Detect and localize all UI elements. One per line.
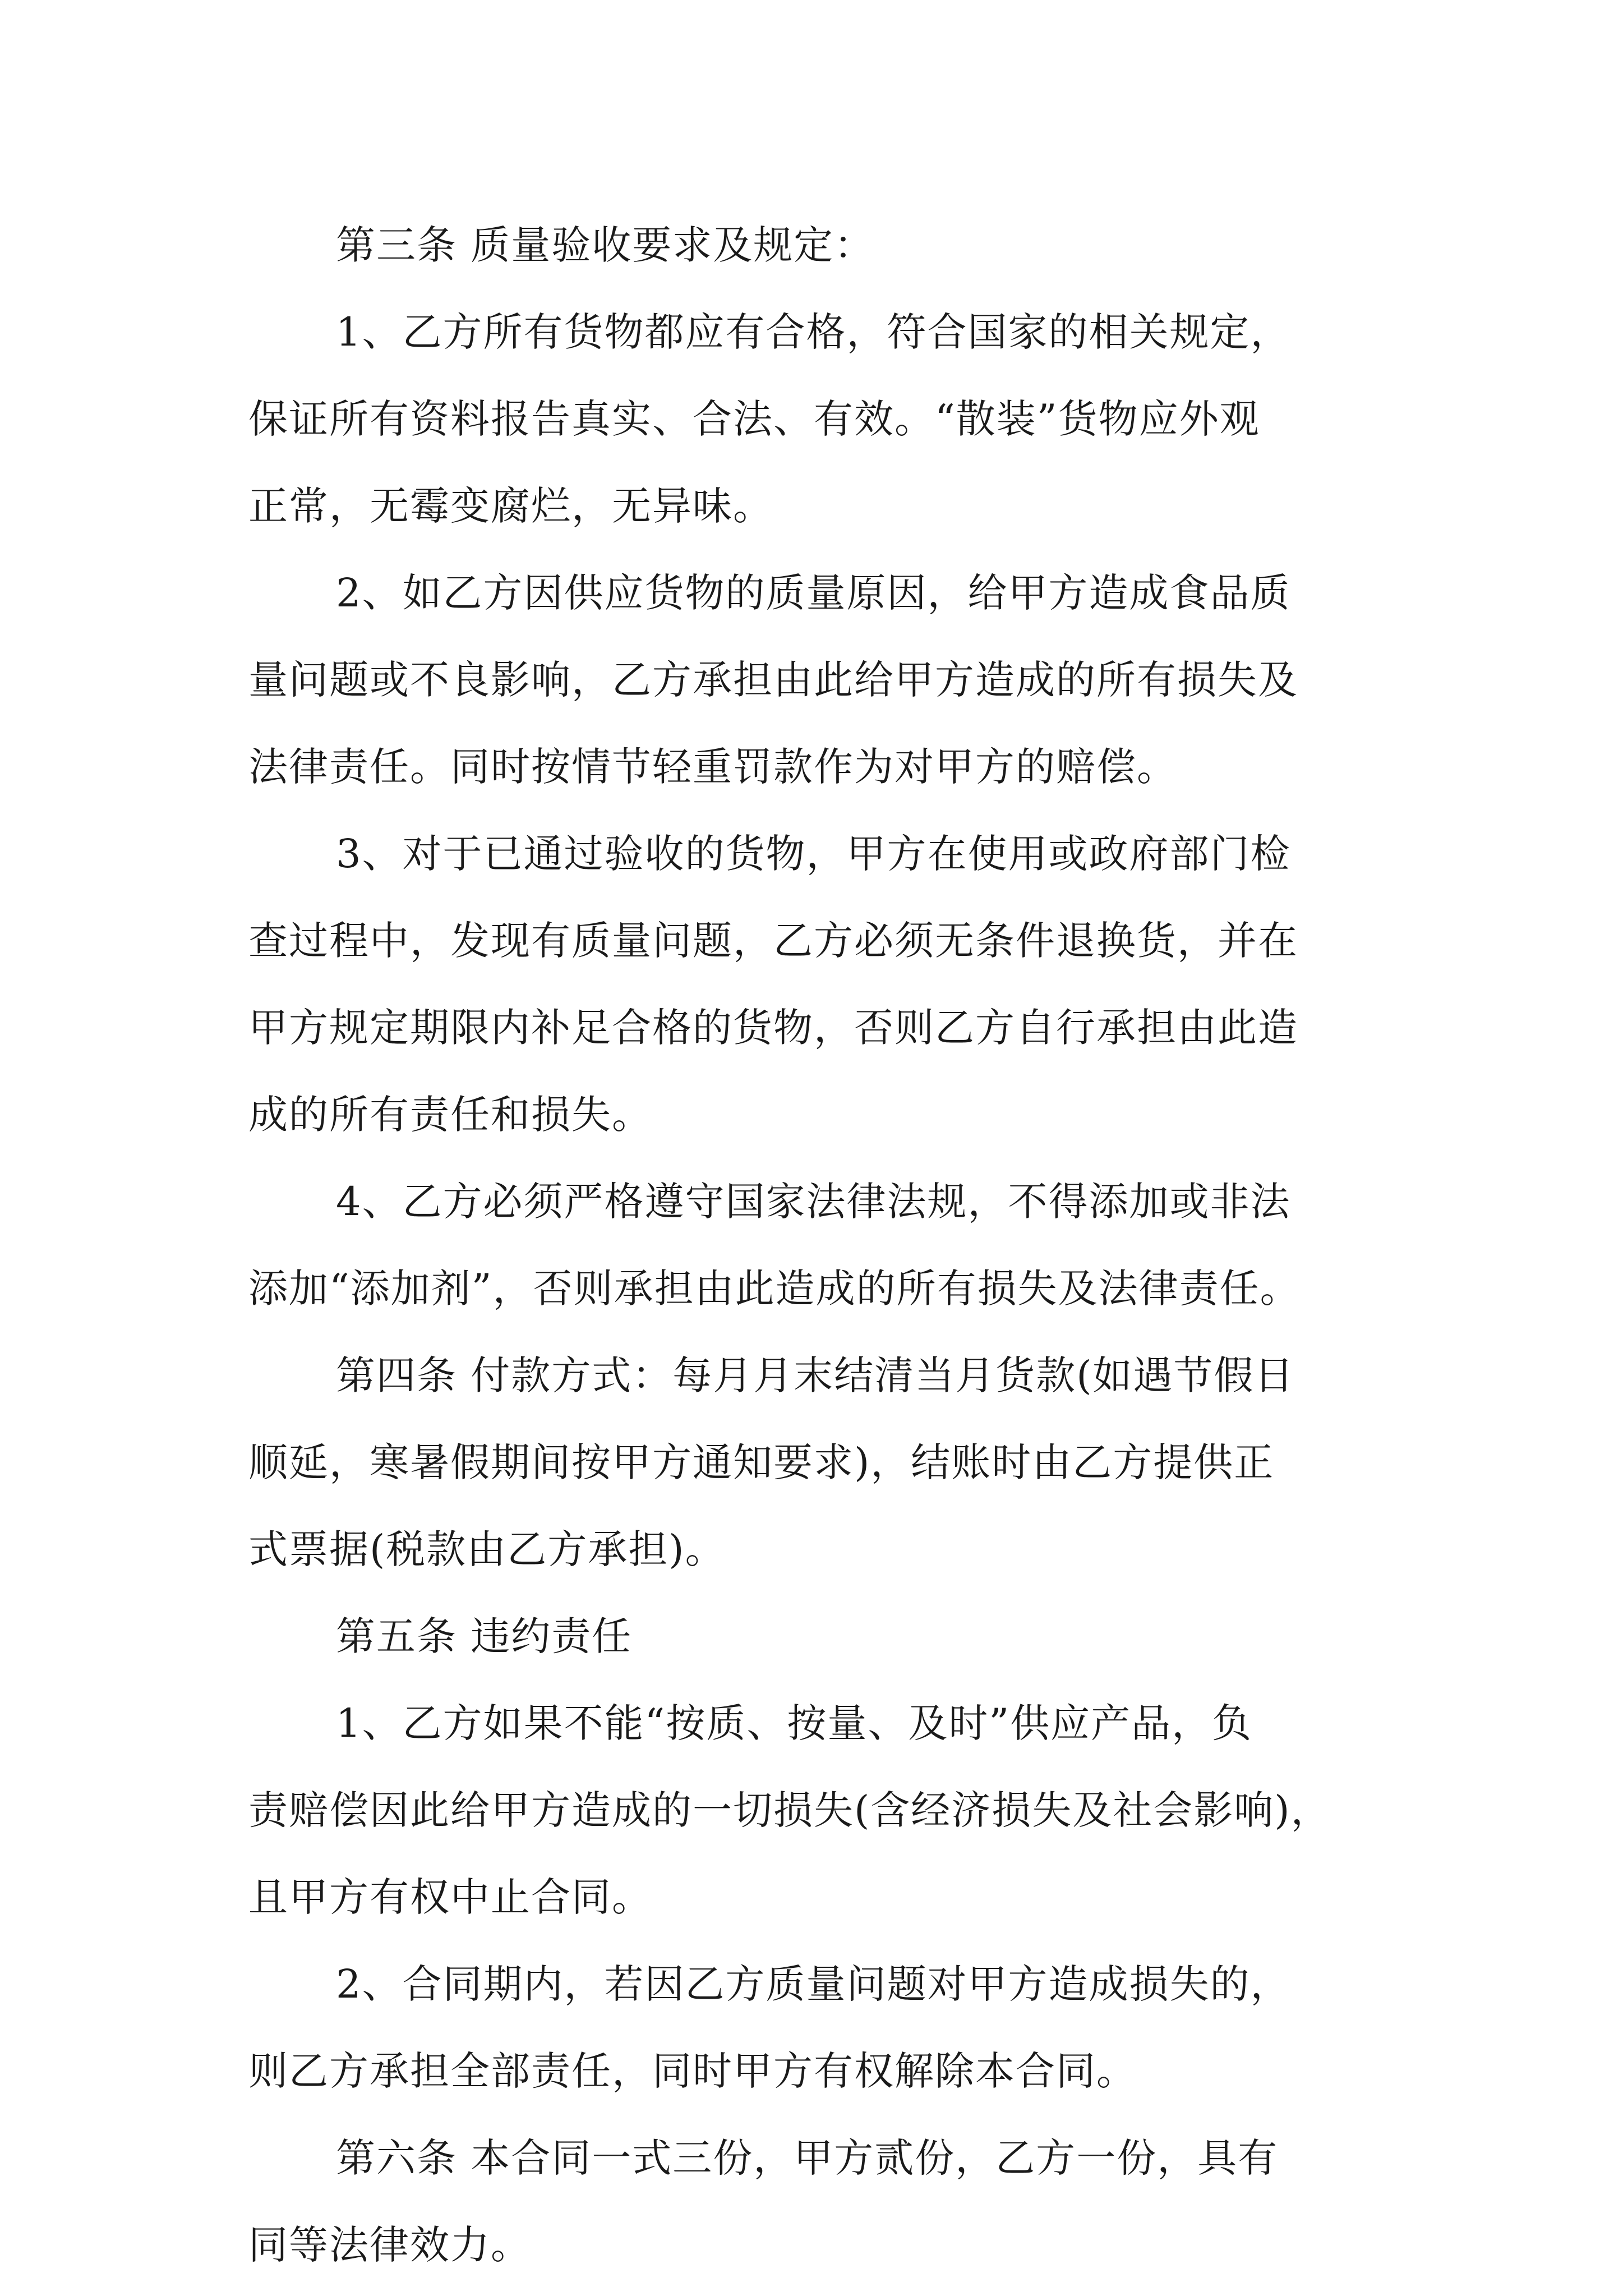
text-line: 则乙方承担全部责任，同时甲方有权解除本合同。	[248, 2048, 1137, 2094]
text-line: 1、乙方所有货物都应有合格，符合国家的相关规定，	[336, 309, 1291, 355]
text-line: 查过程中，发现有质量问题，乙方必须无条件退换货，并在	[248, 918, 1298, 964]
paragraph-article-5-item-2	[248, 1941, 1449, 2115]
paragraph-article-3-heading	[248, 202, 1449, 289]
document-body	[248, 202, 1449, 2289]
text-line: 第六条 本合同一式三份，甲方贰份，乙方一份，具有	[336, 2135, 1279, 2181]
text-line: 甲方规定期限内补足合格的货物，否则乙方自行承担由此造	[248, 1005, 1298, 1051]
text-line: 责赔偿因此给甲方造成的一切损失(含经济损失及社会影响)，	[248, 1787, 1331, 1833]
text-line: 4、乙方必须严格遵守国家法律法规，不得添加或非法	[336, 1179, 1291, 1225]
text-line: 同等法律效力。	[248, 2222, 531, 2268]
text-line: 量问题或不良影响，乙方承担由此给甲方造成的所有损失及	[248, 657, 1298, 703]
text-line: 式票据(税款由乙方承担)。	[248, 1526, 726, 1572]
text-line: 顺延，寒暑假期间按甲方通知要求)，结账时由乙方提供正	[248, 1439, 1275, 1485]
paragraph-article-3-item-2	[248, 550, 1449, 811]
paragraph-article-3-item-4	[248, 1158, 1449, 1332]
text-line: 且甲方有权中止合同。	[248, 1874, 652, 1920]
paragraph-article-3-item-3	[248, 811, 1449, 1158]
text-line: 第三条 质量验收要求及规定：	[336, 222, 875, 268]
text-line: 添加“添加剂”，否则承担由此造成的所有损失及法律责任。	[248, 1266, 1301, 1312]
text-line: 3、对于已通过验收的货物，甲方在使用或政府部门检	[336, 831, 1291, 877]
paragraph-article-5-heading	[248, 1593, 1449, 1680]
text-line: 第四条 付款方式：每月月末结清当月货款(如遇节假日	[336, 1352, 1295, 1398]
text-line: 成的所有责任和损失。	[248, 1092, 652, 1138]
text-line: 保证所有资料报告真实、合法、有效。“散装”货物应外观	[248, 396, 1260, 442]
text-line: 正常，无霉变腐烂，无异味。	[248, 483, 773, 529]
paragraph-article-5-item-1	[248, 1680, 1449, 1941]
text-line: 法律责任。同时按情节轻重罚款作为对甲方的赔偿。	[248, 744, 1177, 790]
text-line: 2、如乙方因供应货物的质量原因，给甲方造成食品质	[336, 570, 1291, 616]
text-line: 1、乙方如果不能“按质、按量、及时”供应产品，负	[336, 1700, 1253, 1746]
text-line: 2、合同期内，若因乙方质量问题对甲方造成损失的，	[336, 1961, 1291, 2007]
paragraph-article-3-item-1	[248, 289, 1449, 550]
paragraph-article-6	[248, 2115, 1449, 2289]
paragraph-article-4	[248, 1332, 1449, 1593]
text-line: 第五条 违约责任	[336, 1613, 633, 1659]
